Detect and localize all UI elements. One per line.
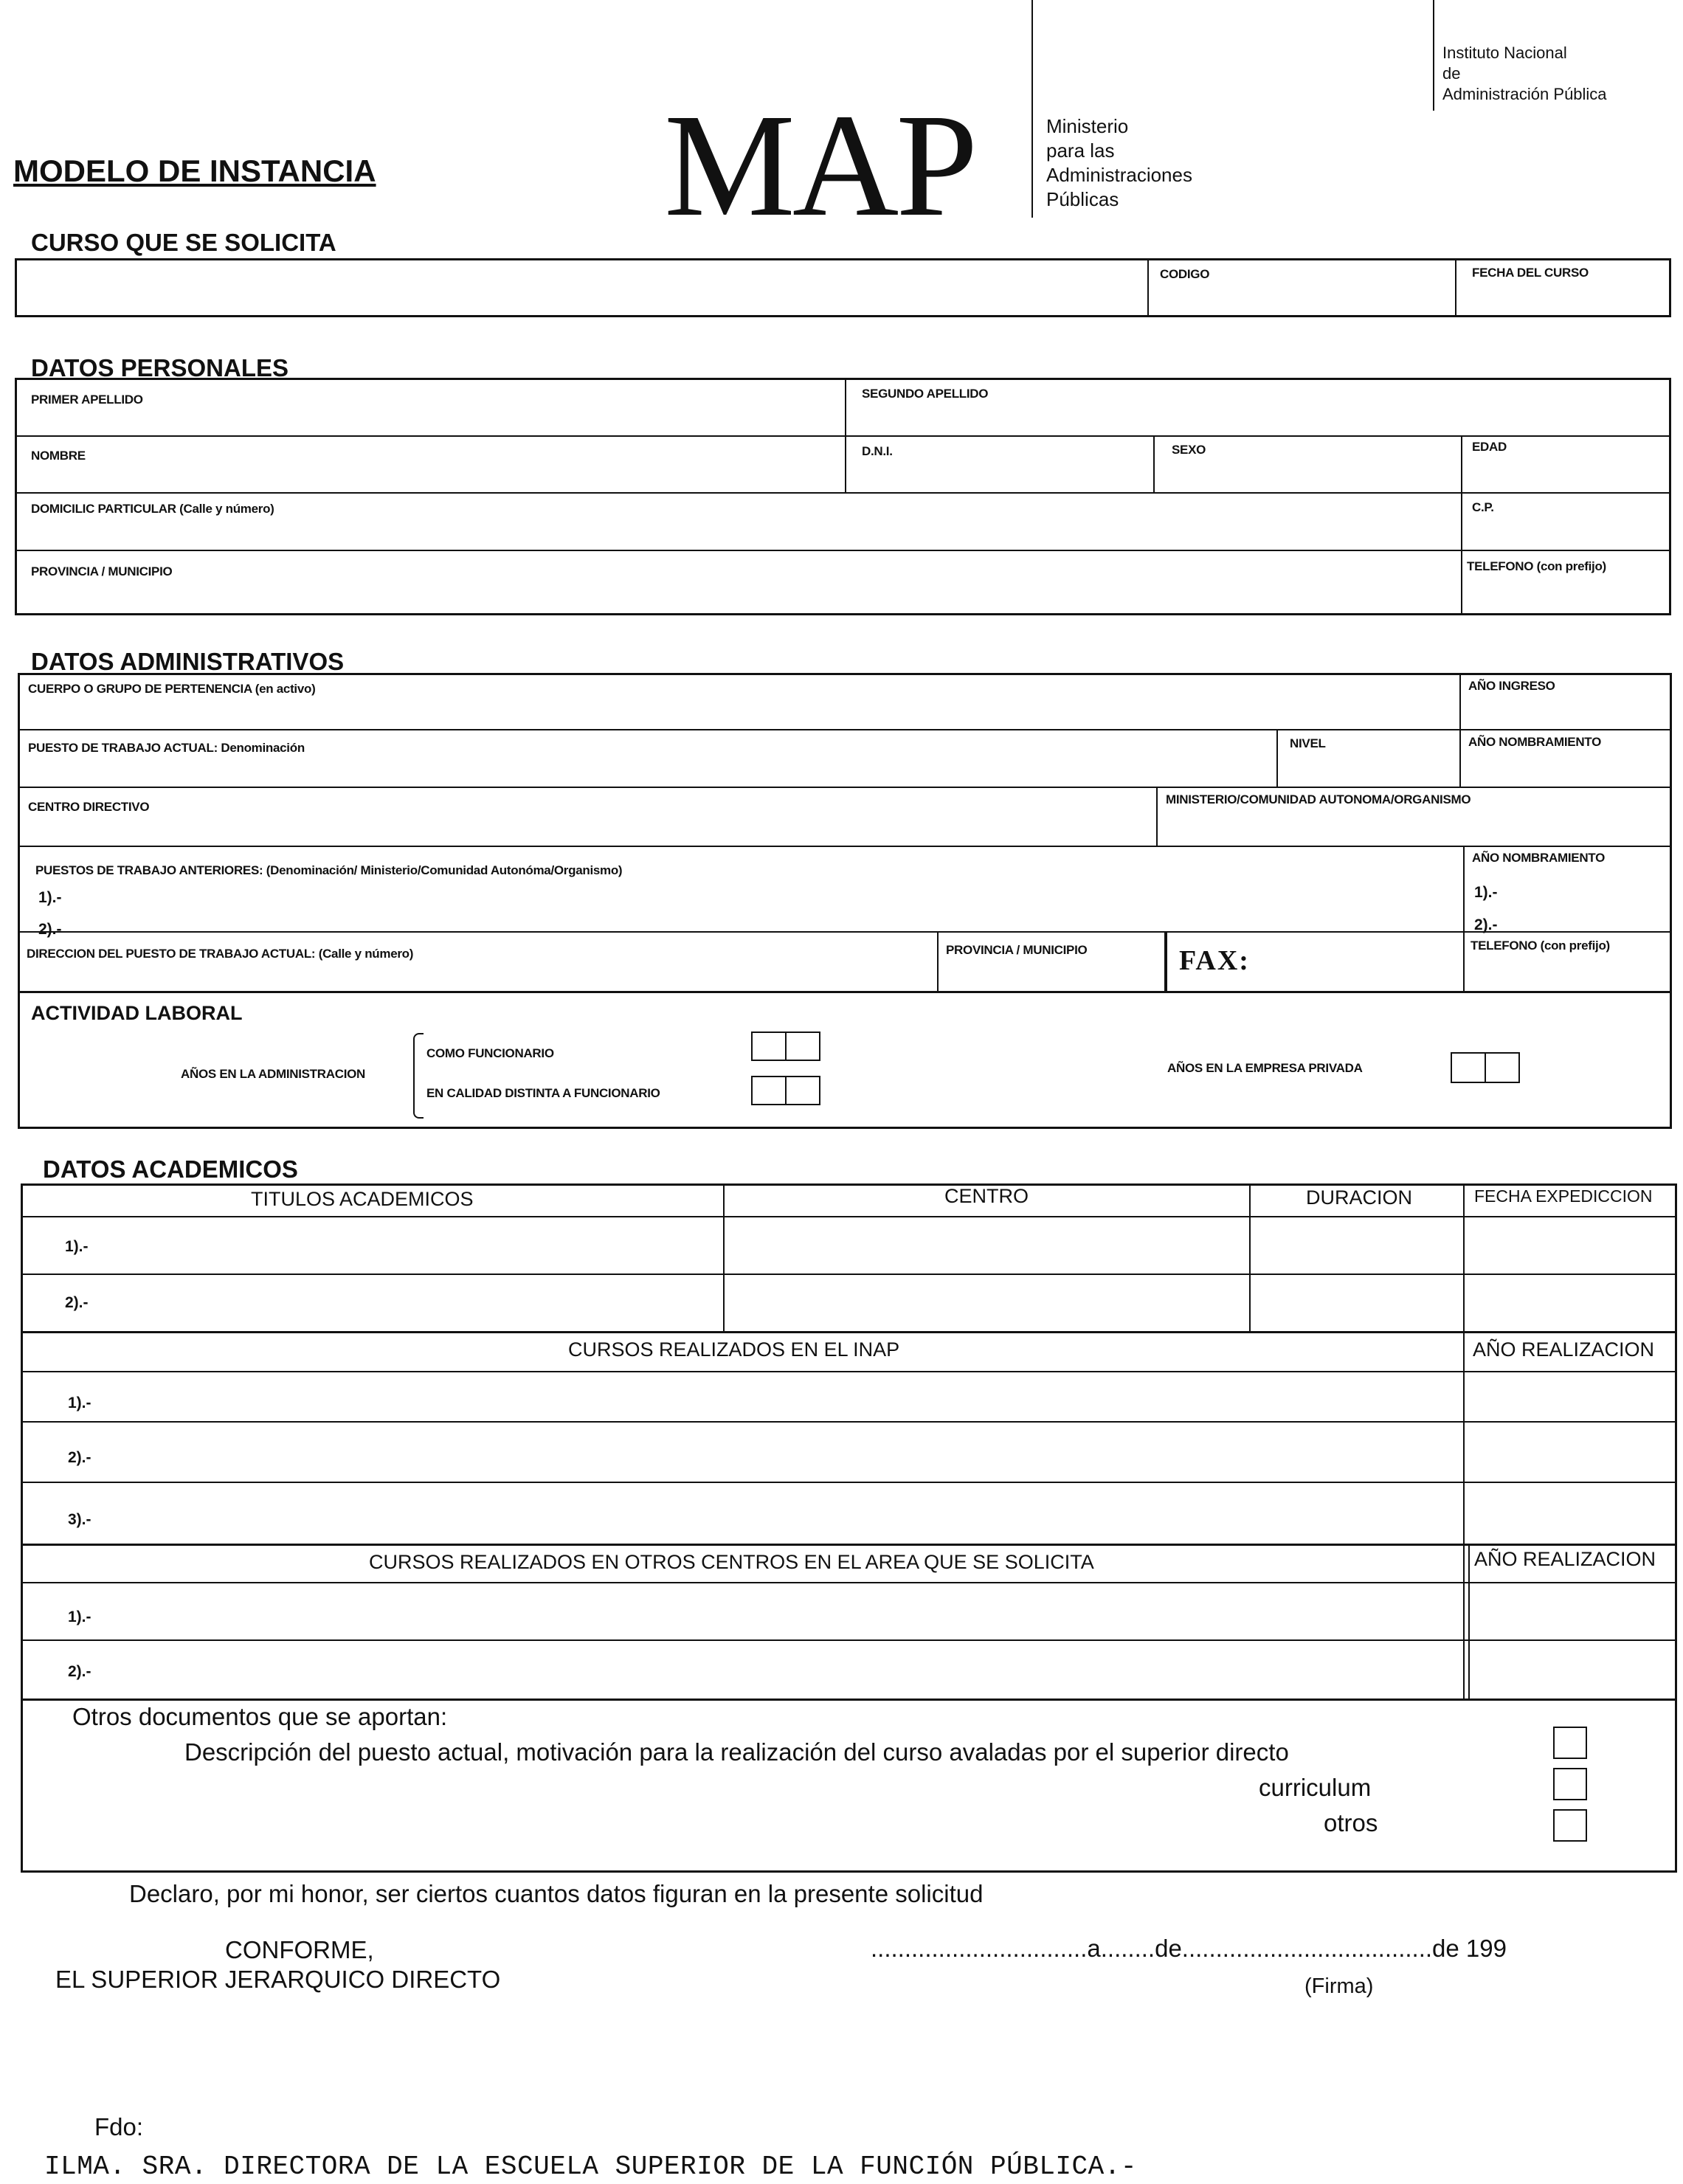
ministry-name [1046,114,1192,212]
ministry-line-1: Ministerio [1046,115,1129,137]
acad-hline-documentos [21,1699,1677,1701]
centro-directivo-field[interactable]: CENTRO DIRECTIVO [28,800,150,814]
personales-vline-2 [1153,435,1155,492]
admin-vline-2 [1276,729,1278,787]
domicilio-field[interactable]: DOMICILIC PARTICULAR (Calle y número) [31,502,274,516]
documentos-title: Otros documentos que se aportan: [72,1703,448,1730]
admin-vline-6 [1164,931,1167,991]
academicos-box [21,1183,1677,1873]
titulo-row-2[interactable]: 2).- [65,1294,89,1311]
telefono-trabajo-field[interactable]: TELEFONO (con prefijo) [1471,939,1610,953]
inap-row-3[interactable]: 3).- [68,1511,91,1528]
header-divider-left [1031,0,1033,218]
segundo-apellido-field[interactable]: SEGUNDO APELLIDO [862,387,989,401]
section-title-personales: DATOS PERSONALES [31,354,288,381]
anio-nombramiento-item-2: 2).- [1474,916,1498,933]
form-title: MODELO DE INSTANCIA [13,153,376,188]
header-divider-right [1433,0,1434,111]
documentos-otros: otros [1324,1809,1378,1836]
conforme-text: CONFORME, [225,1936,374,1963]
inap-section-header: CURSOS REALIZADOS EN EL INAP [568,1338,900,1361]
acad-vline-fecha [1463,1183,1465,1699]
acad-vline-otros-anio [1468,1544,1470,1699]
curso-divider-2 [1455,258,1456,316]
map-logo: MAP [664,84,975,247]
anios-privada-digit-2[interactable] [1485,1052,1520,1083]
calidad-distinta-digit-2[interactable] [785,1076,820,1105]
puestos-anteriores-item-2: 2).- [38,921,62,938]
provincia-field[interactable]: PROVINCIA / MUNICIPIO [31,564,173,578]
ministry-line-2: para las [1046,139,1115,162]
anios-privada-label: AÑOS EN LA EMPRESA PRIVADA [1167,1061,1363,1075]
anio-nombramiento-field[interactable]: AÑO NOMBRAMIENTO [1468,735,1601,749]
calidad-distinta-digit-1[interactable] [751,1076,787,1105]
col-duracion-header: DURACION [1306,1186,1413,1209]
acad-hline-titulo-1 [21,1274,1677,1275]
edad-field[interactable]: EDAD [1472,440,1507,454]
acad-hline-header [21,1216,1677,1217]
inap-anio-header: AÑO REALIZACION [1473,1338,1655,1361]
otros-row-1[interactable]: 1).- [68,1608,91,1625]
como-funcionario-label: COMO FUNCIONARIO [426,1046,554,1060]
col-fecha-header: FECHA EXPEDICCION [1474,1186,1653,1206]
section-title-academicos: DATOS ACADEMICOS [43,1155,298,1183]
telefono-field[interactable]: TELEFONO (con prefijo) [1467,559,1606,573]
documentos-descripcion: Descripción del puesto actual, motivación para la realización del curso avaladas por el superior directo [184,1738,1289,1766]
section-title-administrativos: DATOS ADMINISTRATIVOS [31,648,345,675]
titulo-row-1[interactable]: 1).- [65,1238,89,1255]
curso-box[interactable] [15,258,1671,317]
acad-hline-inap-2 [21,1421,1677,1423]
acad-hline-otros-2 [21,1639,1677,1641]
admin-bracket [413,1033,424,1119]
puesto-actual-field[interactable]: PUESTO DE TRABAJO ACTUAL: Denominación [28,741,305,755]
fdo-label: Fdo: [94,2113,144,2140]
como-funcionario-digit-1[interactable] [751,1031,787,1061]
puestos-anteriores-field[interactable]: PUESTOS DE TRABAJO ANTERIORES: (Denominación/ Ministerio/Comunidad Autonóma/Organismo) [35,863,623,877]
acad-vline-duracion [1249,1183,1251,1331]
firma-label: (Firma) [1304,1974,1374,1998]
institute-name [1442,43,1607,105]
acad-hline-otros-top [21,1544,1677,1546]
inap-row-2[interactable]: 2).- [68,1449,91,1466]
fax-field[interactable]: FAX: [1179,945,1250,976]
anios-admin-label: AÑOS EN LA ADMINISTRACION [181,1067,366,1081]
anio-ingreso-field[interactable]: AÑO INGRESO [1468,679,1555,693]
acad-hline-otros-1 [21,1582,1677,1583]
otros-section-header: CURSOS REALIZADOS EN OTROS CENTROS EN EL AREA QUE SE SOLICITA [369,1551,1094,1573]
admin-vline-4 [1463,846,1465,991]
anio-nombramiento-anteriores-label: AÑO NOMBRAMIENTO [1472,851,1605,865]
fecha-firma-line[interactable]: ................................a........de.....................................de 199 [871,1935,1507,1962]
nombre-field[interactable]: NOMBRE [31,449,86,463]
calidad-distinta-label: EN CALIDAD DISTINTA A FUNCIONARIO [426,1086,660,1100]
dni-field[interactable]: D.N.I. [862,444,893,458]
anios-privada-digit-1[interactable] [1451,1052,1486,1083]
acad-hline-inap-1 [21,1371,1677,1372]
acad-hline-inap-top [21,1331,1677,1333]
admin-vline-1 [1459,673,1461,787]
sexo-field[interactable]: SEXO [1172,443,1206,457]
admin-hline-4 [18,931,1672,933]
ministry-line-4: Públicas [1046,188,1119,210]
admin-hline-2 [18,787,1672,788]
acad-hline-inap-3 [21,1482,1677,1483]
puestos-anteriores-item-1: 1).- [38,889,62,906]
personales-hline-3 [15,550,1671,551]
personales-vline-3 [1461,435,1462,615]
declaracion-text: Declaro, por mi honor, ser ciertos cuantos datos figuran en la presente solicitud [129,1880,984,1907]
admin-hline-1 [18,729,1672,730]
otros-row-2[interactable]: 2).- [68,1663,91,1680]
admin-hline-3 [18,846,1672,847]
institute-line-2: de [1442,64,1461,83]
col-titulos-header: TITULOS ACADEMICOS [251,1188,474,1210]
institute-line-1: Instituto Nacional [1442,44,1567,62]
ministry-line-3: Administraciones [1046,164,1192,186]
curriculum-checkbox[interactable] [1553,1768,1587,1800]
primer-apellido-field[interactable]: PRIMER APELLIDO [31,393,143,407]
section-title-curso: CURSO QUE SE SOLICITA [31,229,336,256]
superior-text: EL SUPERIOR JERARQUICO DIRECTO [55,1966,501,1993]
documentos-curriculum: curriculum [1259,1774,1372,1801]
como-funcionario-digit-2[interactable] [785,1031,820,1061]
nivel-field[interactable]: NIVEL [1290,736,1326,750]
descripcion-checkbox[interactable] [1553,1727,1587,1759]
cuerpo-field[interactable]: CUERPO O GRUPO DE PERTENENCIA (en activo) [28,682,316,696]
acad-vline-centro [723,1183,725,1331]
anio-nombramiento-item-1: 1).- [1474,884,1498,901]
col-centro-header: CENTRO [944,1185,1029,1207]
fecha-curso-label: FECHA DEL CURSO [1472,266,1589,280]
otros-checkbox[interactable] [1553,1809,1587,1842]
actividad-laboral-title: ACTIVIDAD LABORAL [31,1002,243,1024]
codigo-label: CODIGO [1160,267,1210,281]
personales-box [15,378,1671,615]
personales-hline-2 [15,492,1671,494]
institute-line-3: Administración Pública [1442,85,1607,103]
admin-hline-5 [18,991,1672,993]
cp-field[interactable]: C.P. [1472,500,1494,514]
provincia-trabajo-field[interactable]: PROVINCIA / MUNICIPIO [946,943,1088,957]
personales-hline-1 [15,435,1671,437]
direccion-field[interactable]: DIRECCION DEL PUESTO DE TRABAJO ACTUAL: (Calle y número) [27,947,414,961]
destinatario-text: ILMA. SRA. DIRECTORA DE LA ESCUELA SUPERIOR DE LA FUNCIÓN PÚBLICA.- [44,2152,1137,2182]
personales-vline-1 [845,378,846,492]
otros-anio-header: AÑO REALIZACION [1474,1548,1656,1570]
admin-vline-5 [937,931,939,991]
curso-divider-1 [1147,258,1149,316]
admin-vline-3 [1156,787,1158,846]
inap-row-1[interactable]: 1).- [68,1395,91,1411]
ministerio-field[interactable]: MINISTERIO/COMUNIDAD AUTONOMA/ORGANISMO [1166,792,1471,806]
